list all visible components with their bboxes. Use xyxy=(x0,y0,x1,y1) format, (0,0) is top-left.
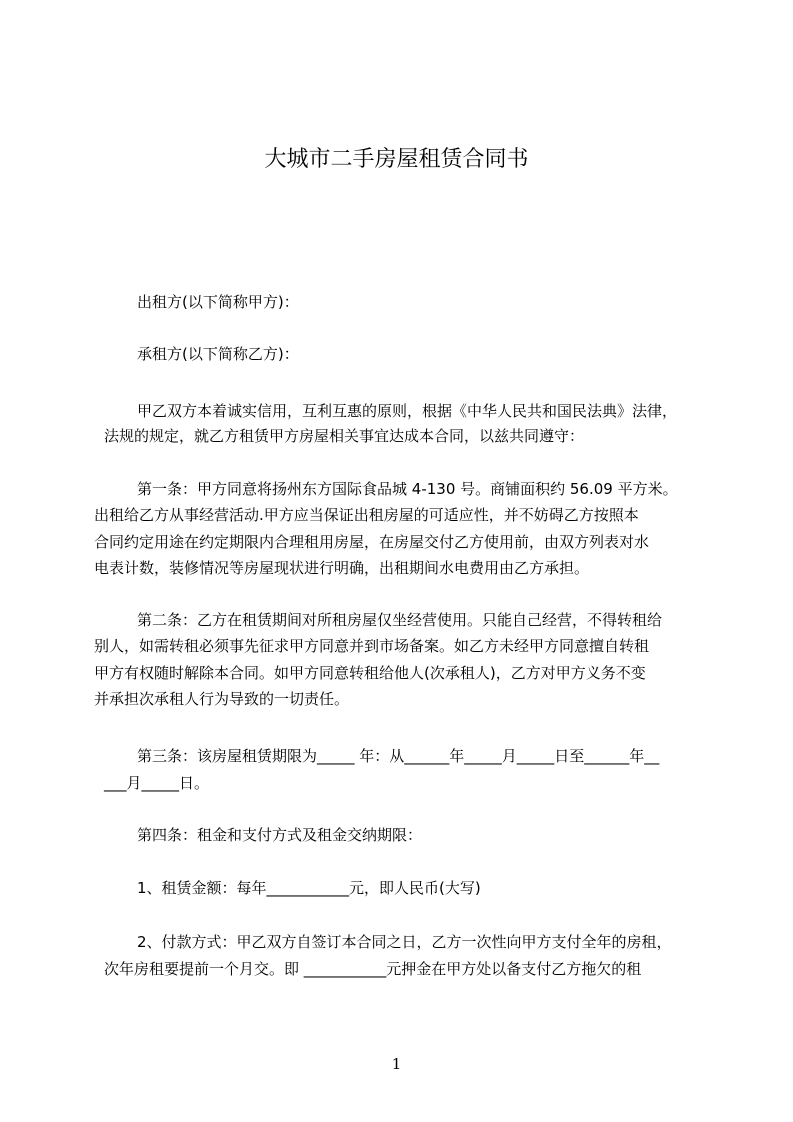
article1-line: 第一条：甲方同意将扬州东方国际食品城 4-130 号。商铺面积约 56.09 平方米。 xyxy=(137,480,678,498)
page-number: 1 xyxy=(391,1055,402,1073)
article1-line: 合同约定用途在约定期限内合理租用房屋，在房屋交付乙方使用前，由双方列表对水 xyxy=(94,533,650,551)
article4-item2-line: 次年房租要提前一个月交。即 ___________元押金在甲方处以备支付乙方拖欠的租 xyxy=(104,960,642,978)
lessor-line: 出租方(以下简称甲方)： xyxy=(137,293,299,311)
article2-line: 并承担次承租人行为导致的一切责任。 xyxy=(94,690,350,708)
preamble-line: 甲乙双方本着诚实信用，互利互惠的原则，根据《中华人民共和国民法典》法律， xyxy=(137,402,678,420)
article3-line: ___月_____日。 xyxy=(104,774,210,792)
article2-line: 甲方有权随时解除本合同。如甲方同意转租给他人(次承租人)，乙方对甲方义务不变 xyxy=(94,664,646,682)
document-title: 大城市二手房屋租赁合同书 xyxy=(264,147,529,172)
article2-line: 别人，如需转租必须事先征求甲方同意并到市场备案。如乙方未经甲方同意擅自转租 xyxy=(94,637,650,655)
article3-line: 第三条：该房屋租赁期限为_____ 年：从______年_____月_____日至______年__ xyxy=(137,747,660,765)
article2-line: 第二条：乙方在租赁期间对所租房屋仅坐经营使用。只能自己经营，不得转租给 xyxy=(137,611,663,629)
article4-heading: 第四条：租金和支付方式及租金交纳期限： xyxy=(137,826,423,844)
article4-item2-line: 2、付款方式：甲乙双方自签订本合同之日，乙方一次性向甲方支付全年的房租， xyxy=(137,933,672,951)
article4-item1: 1、租赁金额：每年___________元，即人民币(大写) xyxy=(137,879,481,897)
lessee-line: 承租方(以下简称乙方)： xyxy=(137,345,299,363)
preamble-line: 法规的规定，就乙方租赁甲方房屋相关事宜达成本合同，以兹共同遵守： xyxy=(104,427,585,445)
article1-line: 出租给乙方从事经营活动.甲方应当保证出租房屋的可适应性，并不妨碍乙方按照本 xyxy=(94,506,639,524)
article1-line: 电表计数，装修情况等房屋现状进行明确，出租期间水电费用由乙方承担。 xyxy=(94,559,590,577)
